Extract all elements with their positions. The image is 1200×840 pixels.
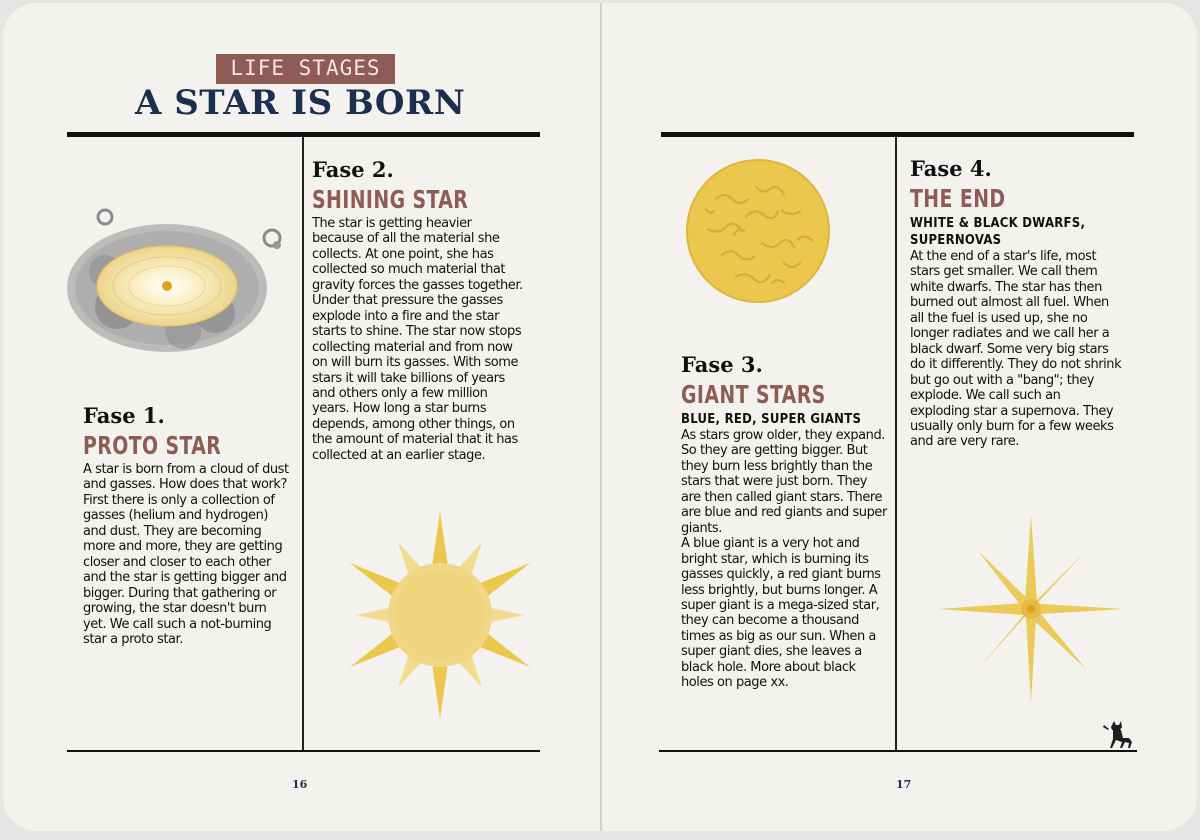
phase-4-subtitle: WHITE & BLACK DWARFS, SUPERNOVAS [910,216,1086,248]
sun-illustration [320,511,560,739]
phase-3-label: Fase 3. [681,352,763,377]
page-number-left: 16 [292,778,308,791]
phase-4-body: At the end of a star's life, most stars get smaller. We call them white dwarfs. The star has then burned out almost all fuel. When all the fuel is used up, she no longer radiates and we call her a black dwarf. Some very big stars do it differently. They do not shrink but go out with a "bang"; they explode. We call such an exploding star a supernova. They usually only burn for a few weeks and are very rare. [910,249,1122,450]
sun-ray [431,658,448,719]
phase-2-label: Fase 2. [312,157,394,182]
phase-3-section [681,351,891,691]
phase-1-section [83,402,298,647]
page-number-right: 17 [896,778,912,791]
top-rule-right [661,132,1134,137]
section-eyebrow: LIFE STAGES [230,56,381,80]
phase-3-body-paragraph-2: A blue giant is a very hot and bright star, which is burning its gasses quickly, a red giant burns less brightly, but burns longer. A super giant is a mega-sized star, they can become a thousand times as big as our sun. When a super giant dies, she leaves a black hole. More about black holes on page xx. [681,536,881,691]
giant-star-illustration [686,159,830,303]
left-page [3,3,601,831]
supernova-illustration [936,511,1126,707]
proto-star-illustration [65,203,295,373]
phase-3-body-paragraph-1: As stars grow older, they expand. So they are getting bigger. But they burn less brightly than the stars that were just born. They are then called giant stars. There are blue and red giants and super giants. [681,428,887,536]
phase-1-title: PROTO STAR [83,431,222,460]
phase-2-section [312,156,527,463]
phase-4-label: Fase 4. [910,156,992,181]
phase-4-section [910,155,1125,450]
right-page [602,3,1197,831]
column-divider-right [895,137,897,752]
phase-3-title: GIANT STARS [681,380,826,409]
phase-4-title: THE END [910,184,1006,213]
phase-1-body: A star is born from a cloud of dust and gasses. How does that work? First there is only a collection of gasses (helium and hydrogen) and dust. They are becoming more and more, they are getting closer and closer to each other and the star is getting bigger and bigger. During that gathering or growing, the star doesn't burn yet. We call such a not-burning star a proto star. [83,462,289,647]
sun-ray [431,511,448,572]
dog-icon [1102,717,1134,751]
column-divider [302,137,304,752]
phase-2-body: The star is getting heavier because of all the material she collects. At one point, she has collected so much material that gravity forces the gasses together. Under that pressure the gasses explode into a fire and the star starts to shine. The star now stops collecting material and from now on will burn its gasses. With some stars it will take billions of years and others only a few million years. How long a star burns depends, among other things, on the amount of material that it has collected at an earlier stage. [312,216,523,463]
phase-1-label: Fase 1. [83,403,165,428]
bottom-rule [67,750,540,752]
chapter-title: A STAR IS BORN [135,83,466,123]
book-spread [3,3,1197,831]
phase-3-body [681,428,889,691]
phase-2-title: SHINING STAR [312,185,469,214]
phase-3-subtitle: BLUE, RED, SUPER GIANTS [681,412,862,427]
bottom-rule-right [659,750,1137,752]
